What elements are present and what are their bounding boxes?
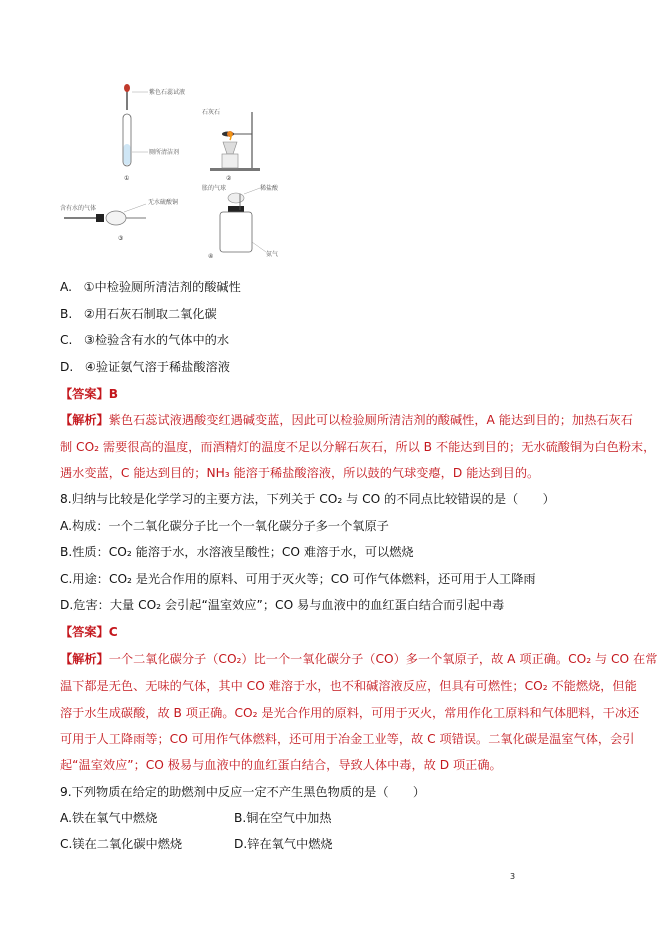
figure-num-3: ③: [118, 235, 124, 242]
heating-setup: [202, 108, 260, 182]
label-copper-sulfate: 无水硫酸铜: [148, 199, 179, 206]
label-ammonia: 氨气: [266, 251, 279, 258]
q8-answer: 【答案】C: [60, 625, 118, 639]
q7-answer: 【答案】B: [60, 387, 119, 401]
q7-analysis-line-1: 【解析】紫色石蕊试液遇酸变红遇碱变蓝，因此可以检验厕所清洁剂的酸碱性，A 能达到目的；加热石灰石: [60, 413, 633, 427]
q9-option-d: D.锌在氧气中燃烧: [234, 837, 333, 851]
label-litmus: 紫色石蕊试液: [149, 89, 186, 96]
q7-analysis-line-3: 遇水变蓝，C 能达到目的；NH₃ 能溶于稀盐酸溶液，所以鼓的气球变瘪，D 能达到目的。: [60, 466, 540, 480]
q7-option-d: D. ④验证氨气溶于稀盐酸溶液: [60, 360, 230, 374]
q9-option-a: A.铁在氧气中燃烧: [60, 811, 158, 825]
label-dilute-acid: 稀盐酸: [260, 185, 279, 192]
q9-options-row-2: [60, 834, 620, 854]
q7-option-a: A. ①中检验厕所清洁剂的酸碱性: [60, 280, 241, 294]
q7-analysis-line-2: 制 CO₂ 需要很高的温度，而酒精灯的温度不足以分解石灰石，所以 B 不能达到目的；无水硫酸铜为白色粉末，: [60, 440, 656, 454]
page-number: 3: [510, 872, 516, 881]
label-cleaner: 厕所清洁剂: [149, 149, 180, 156]
q8-option-a: A.构成：一个二氧化碳分子比一个一氧化碳分子多一个氧原子: [60, 519, 389, 533]
q8-analysis-line-5: 起“温室效应”；CO 极易与血液中的血红蛋白结合，导致人体中毒，故 D 项正确。: [60, 758, 502, 772]
test-tube-setup: [123, 84, 185, 182]
q8-option-c: C.用途：CO₂ 是光合作用的原料、可用于灭火等；CO 可作气体燃料，还可用于人工降雨: [60, 572, 536, 586]
q8-analysis-line-2: 温下都是无色、无味的气体，其中 CO 难溶于水，也不和碱溶液反应，但具有可燃性；CO₂ 不能燃烧，但能: [60, 679, 637, 693]
q9-stem: 9.下列物质在给定的助燃剂中反应一定不产生黑色物质的是（ ）: [60, 785, 426, 799]
figure-num-4: ④: [208, 253, 214, 260]
label-limestone: 石灰石: [202, 109, 221, 116]
figure-num-1: ①: [124, 175, 130, 182]
q8-analysis-line-1: 【解析】一个二氧化碳分子（CO₂）比一个一氧化碳分子（CO）多一个氧原子，故 A 项正确。CO₂ 与 CO 在常: [60, 652, 658, 666]
q8-analysis-line-3: 溶于水生成碳酸，故 B 项正确。CO₂ 是光合作用的原料，可用于灭火，常用作化工原料和气体肥料，干冰还: [60, 706, 640, 720]
q9-options-row-1: [60, 808, 620, 828]
figure-num-2: ②: [226, 175, 232, 182]
q7-option-b: B. ②用石灰石制取二氧化碳: [60, 307, 217, 321]
q9-option-b: B.铜在空气中加热: [234, 811, 332, 825]
q8-analysis-line-4: 可用于人工降雨等；CO 可用作气体燃料，还可用于冶金工业等，故 C 项错误。二氧化碳是温室气体，会引: [60, 732, 635, 746]
label-gas-water: 含有水的气体: [60, 205, 97, 212]
experiment-illustration: [60, 82, 300, 264]
experiment-figure: [60, 82, 300, 264]
q8-option-d: D.危害：大量 CO₂ 会引起“温室效应”；CO 易与血液中的血红蛋白结合而引起中毒: [60, 598, 505, 612]
q8-option-b: B.性质：CO₂ 能溶于水，水溶液呈酸性；CO 难溶于水，可以燃烧: [60, 545, 414, 559]
label-balloon: 胀的气球: [202, 185, 227, 192]
q8-stem: 8.归纳与比较是化学学习的主要方法，下列关于 CO₂ 与 CO 的不同点比较错误的是（ ）: [60, 492, 555, 506]
q7-option-c: C. ③检验含有水的气体中的水: [60, 333, 230, 347]
q9-option-c: C.镁在二氧化碳中燃烧: [60, 837, 183, 851]
drying-tube-setup: [60, 198, 178, 242]
bottle-balloon-setup: [202, 184, 279, 260]
